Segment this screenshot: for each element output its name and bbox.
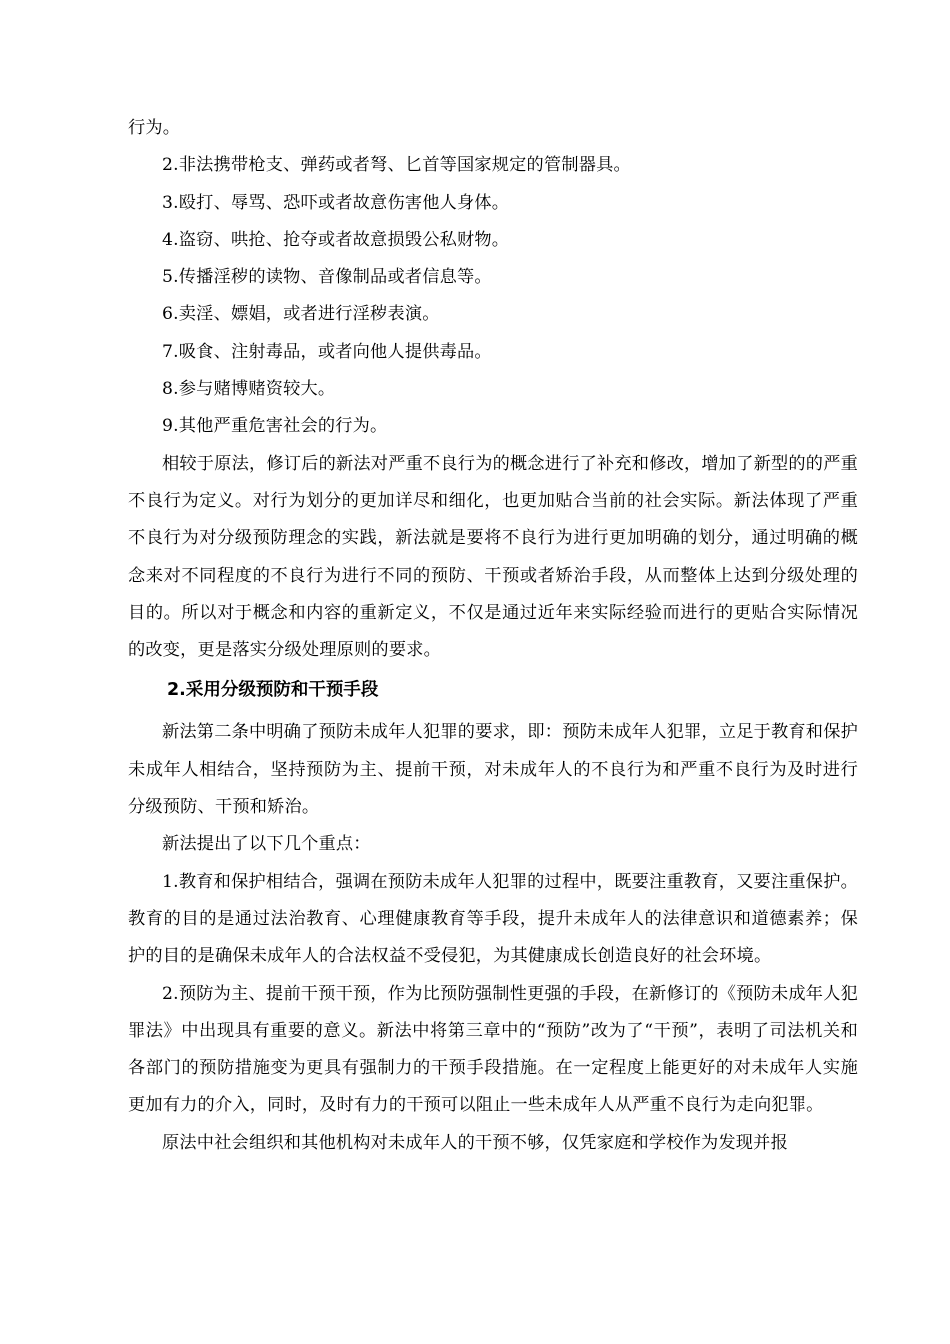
paragraph: 原法中社会组织和其他机构对未成年人的干预不够，仅凭家庭和学校作为发现并报 xyxy=(162,1132,788,1153)
paragraph: 相较于原法，修订后的新法对严重不良行为的概念进行了补充和修改，增加了新型的的严重不良行为定义。对行为划分的更加详尽和细化，也更加贴合当前的社会实际。新法体现了严重不良行为对分级预防理念的实践，新法就是要将不良行为进行更加明确的划分，通过明确的概念来对不同程度的不良行为进行不同的预防、干预或者矫治手段，从而整体上达到分级处理的目的。所以对于概念和内容的重新定义，不仅是通过近年来实际经验而进行的更贴合实际情况的改变，更是落实分级处理原则的要求。 xyxy=(128,453,858,661)
paragraphs-bottom xyxy=(128,714,858,1162)
paragraph: 2.非法携带枪支、弹药或者弩、匕首等国家规定的管制器具。 xyxy=(162,155,631,176)
paragraph: 6.卖淫、嫖娼，或者进行淫秽表演。 xyxy=(162,304,440,325)
paragraph: 行为。 xyxy=(128,118,181,138)
document-body xyxy=(128,110,858,1162)
paragraph: 3.殴打、辱骂、恐吓或者故意伤害他人身体。 xyxy=(162,192,510,213)
paragraph: 1.教育和保护相结合，强调在预防未成年人犯罪的过程中，既要注重教育，又要注重保护。教育的目的是通过法治教育、心理健康教育等手段，提升未成年人的法律意识和道德素养；保护的目的是确保未成年人的合法权益不受侵犯，为其健康成长创造良好的社会环境。 xyxy=(128,871,858,967)
paragraph: 5.传播淫秽的读物、音像制品或者信息等。 xyxy=(162,267,492,288)
paragraph: 4.盗窃、哄抢、抢夺或者故意损毁公私财物。 xyxy=(162,229,510,250)
paragraph: 9.其他严重危害社会的行为。 xyxy=(162,416,388,437)
section-heading: 2.采用分级预防和干预手段 xyxy=(167,680,379,701)
paragraph: 2.预防为主、提前干预干预，作为比预防强制性更强的手段，在新修订的《预防未成年人犯罪法》中出现具有重要的意义。新法中将第三章中的“预防”改为了“干预”，表明了司法机关和各部门的预防措施变为更具有强制力的干预手段措施。在一定程度上能更好的对未成年人实施更加有力的介入，同时，及时有力的干预可以阻止一些未成年人从严重不良行为走向犯罪。 xyxy=(128,983,858,1116)
paragraph: 7.吸食、注射毒品，或者向他人提供毒品。 xyxy=(162,341,492,362)
paragraph: 8.参与赌博赌资较大。 xyxy=(162,379,336,400)
paragraph: 新法第二条中明确了预防未成年人犯罪的要求，即：预防未成年人犯罪，立足于教育和保护未成年人相结合，坚持预防为主、提前干预，对未成年人的不良行为和严重不良行为及时进行分级预防、干预和矫治。 xyxy=(128,722,858,818)
paragraphs-top xyxy=(128,110,858,669)
paragraph: 新法提出了以下几个重点： xyxy=(162,834,371,855)
